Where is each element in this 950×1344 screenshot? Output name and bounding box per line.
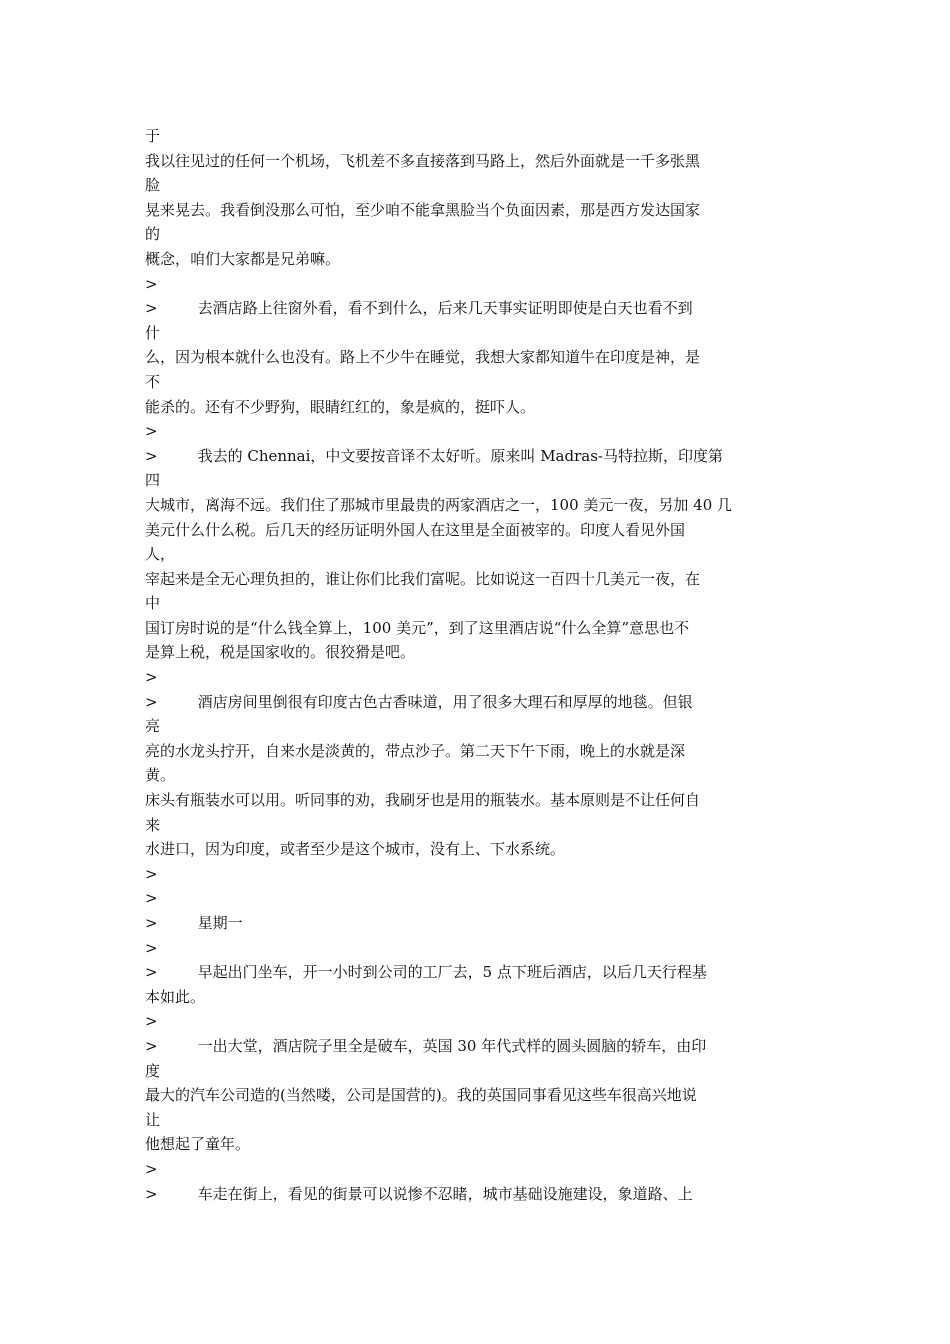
text-line bbox=[145, 370, 805, 395]
text-line bbox=[145, 1108, 805, 1133]
line-text: 不 bbox=[145, 372, 161, 391]
line-text: 亮的水龙头拧开，自来水是淡黄的，带点沙子。第二天下午下雨，晚上的水就是深 bbox=[145, 741, 686, 760]
text-line bbox=[145, 813, 805, 838]
line-text: 的 bbox=[145, 225, 161, 244]
text-line bbox=[145, 272, 805, 297]
line-text: 四 bbox=[145, 471, 161, 490]
quote-marker: > bbox=[145, 299, 158, 318]
text-line bbox=[145, 1009, 805, 1034]
text-line bbox=[145, 1182, 805, 1207]
line-text: 概念，咱们大家都是兄弟嘛。 bbox=[145, 249, 341, 268]
line-text: 大城市，离海不远。我们住了那城市里最贵的两家酒店之一，100 美元一夜，另加 40 几 bbox=[145, 495, 733, 514]
line-text: 是算上税，税是国家收的。很狡猾是吧。 bbox=[145, 643, 416, 662]
line-text: 中 bbox=[145, 594, 161, 613]
quote-marker: > bbox=[145, 1159, 158, 1178]
line-text: 让 bbox=[145, 1110, 161, 1129]
quote-marker: > bbox=[145, 1036, 158, 1055]
text-line bbox=[145, 468, 805, 493]
text-line bbox=[145, 493, 805, 518]
quote-marker: > bbox=[145, 864, 158, 883]
text-line bbox=[145, 739, 805, 764]
line-text: 什 bbox=[145, 323, 161, 342]
text-line bbox=[145, 518, 805, 543]
text-line bbox=[145, 444, 805, 469]
line-text: 最大的汽车公司造的(当然喽，公司是国营的)。我的英国同事看见这些车很高兴地说 bbox=[145, 1086, 697, 1105]
line-text: 度 bbox=[145, 1061, 161, 1080]
text-line bbox=[145, 198, 805, 223]
line-text: 人， bbox=[145, 545, 176, 564]
text-line bbox=[145, 567, 805, 592]
line-text: 脸 bbox=[145, 176, 161, 195]
text-line bbox=[145, 149, 805, 174]
quote-marker: > bbox=[145, 889, 158, 908]
text-line bbox=[145, 837, 805, 862]
text-line bbox=[145, 862, 805, 887]
line-text: 早起出门坐车，开一小时到公司的工厂去，5 点下班后酒店，以后几天行程基 bbox=[197, 963, 707, 982]
text-line bbox=[145, 1132, 805, 1157]
text-line bbox=[145, 714, 805, 739]
line-text: 本如此。 bbox=[145, 987, 206, 1006]
quote-marker: > bbox=[145, 422, 158, 441]
body-text bbox=[145, 124, 805, 1206]
line-text: 黄。 bbox=[145, 766, 176, 785]
text-line bbox=[145, 616, 805, 641]
text-line bbox=[145, 591, 805, 616]
line-text: 晃来晃去。我看倒没那么可怕，至少咱不能拿黑脸当个负面因素，那是西方发达国家 bbox=[145, 200, 701, 219]
line-text: 能杀的。还有不少野狗，眼睛红红的，象是疯的，挺吓人。 bbox=[145, 397, 536, 416]
line-text: 他想起了童年。 bbox=[145, 1135, 251, 1154]
line-text: 亮 bbox=[145, 717, 161, 736]
text-line bbox=[145, 1157, 805, 1182]
line-text: 我以往见过的任何一个机场，飞机差不多直接落到马路上，然后外面就是一千多张黑 bbox=[145, 151, 701, 170]
line-text: 宰起来是全无心理负担的，谁让你们比我们富呢。比如说这一百四十几美元一夜，在 bbox=[145, 569, 701, 588]
text-line bbox=[145, 419, 805, 444]
quote-marker: > bbox=[145, 1184, 158, 1203]
quote-marker: > bbox=[145, 274, 158, 293]
text-line bbox=[145, 936, 805, 961]
line-text: 一出大堂，酒店院子里全是破车，英国 30 年代式样的圆头圆脑的轿车，由印 bbox=[197, 1036, 707, 1055]
text-line bbox=[145, 911, 805, 936]
line-text: 水进口，因为印度，或者至少是这个城市，没有上、下水系统。 bbox=[145, 840, 566, 859]
quote-marker: > bbox=[145, 1012, 158, 1031]
line-text: 酒店房间里倒很有印度古色古香味道，用了很多大理石和厚厚的地毯。但银 bbox=[197, 692, 693, 711]
line-text: 么，因为根本就什么也没有。路上不少牛在睡觉，我想大家都知道牛在印度是神，是 bbox=[145, 348, 701, 367]
text-line bbox=[145, 222, 805, 247]
text-line bbox=[145, 763, 805, 788]
text-line bbox=[145, 640, 805, 665]
line-text: 来 bbox=[145, 815, 161, 834]
text-line bbox=[145, 690, 805, 715]
quote-marker: > bbox=[145, 963, 158, 982]
text-line bbox=[145, 886, 805, 911]
text-line bbox=[145, 345, 805, 370]
line-text: 车走在街上，看见的街景可以说惨不忍睹，城市基础设施建设，象道路、上 bbox=[197, 1184, 693, 1203]
line-text: 我去的 Chennai，中文要按音译不太好听。原来叫 Madras-马特拉斯，印度第 bbox=[197, 446, 723, 465]
line-text: 于 bbox=[145, 127, 161, 145]
text-line bbox=[145, 296, 805, 321]
text-line bbox=[145, 124, 805, 149]
quote-marker: > bbox=[145, 938, 158, 957]
quote-marker: > bbox=[145, 692, 158, 711]
text-line bbox=[145, 1034, 805, 1059]
line-text: 美元什么什么税。后几天的经历证明外国人在这里是全面被宰的。印度人看见外国 bbox=[145, 520, 686, 539]
text-line bbox=[145, 985, 805, 1010]
quote-marker: > bbox=[145, 668, 158, 687]
line-text: 星期一 bbox=[197, 914, 243, 932]
text-line bbox=[145, 542, 805, 567]
quote-marker: > bbox=[145, 914, 158, 932]
text-line bbox=[145, 395, 805, 420]
line-text: 去酒店路上往窗外看，看不到什么，后来几天事实证明即使是白天也看不到 bbox=[197, 299, 693, 318]
text-line bbox=[145, 1083, 805, 1108]
text-line bbox=[145, 321, 805, 346]
text-line bbox=[145, 1059, 805, 1084]
quote-marker: > bbox=[145, 446, 158, 465]
line-text: 国订房时说的是“什么钱全算上，100 美元”，到了这里酒店说“什么全算”意思也不 bbox=[145, 618, 690, 637]
text-line bbox=[145, 247, 805, 272]
text-line bbox=[145, 173, 805, 198]
text-line bbox=[145, 788, 805, 813]
text-line bbox=[145, 960, 805, 985]
line-text: 床头有瓶装水可以用。听同事的劝，我刷牙也是用的瓶装水。基本原则是不让任何自 bbox=[145, 791, 701, 810]
text-line bbox=[145, 665, 805, 690]
